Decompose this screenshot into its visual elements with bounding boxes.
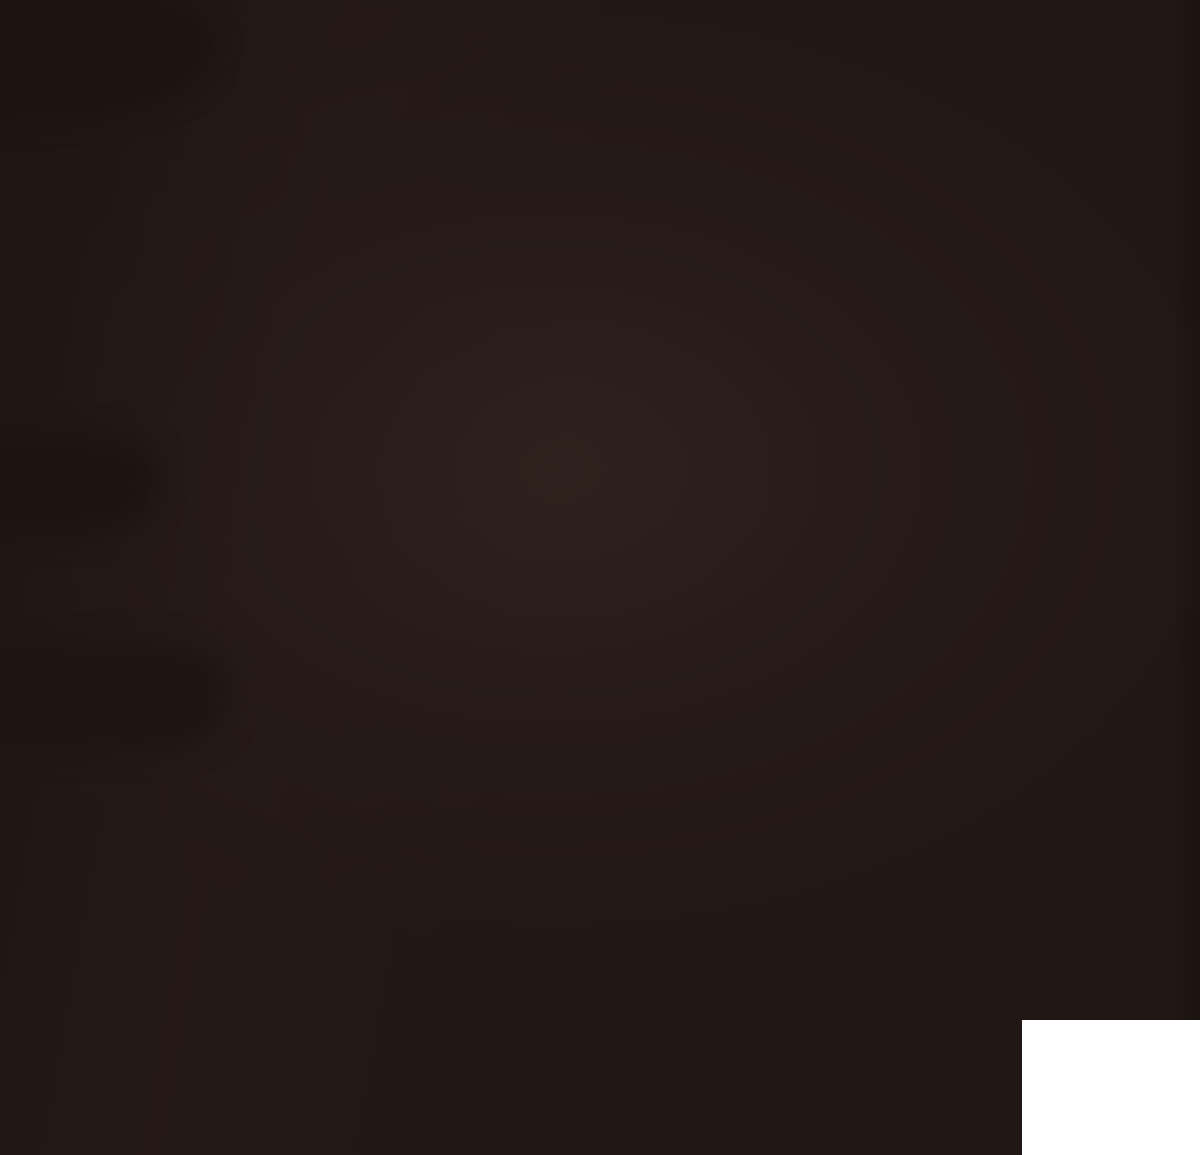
right-edge-shadow <box>1174 0 1200 1020</box>
bottom-right-corner <box>1022 1020 1200 1155</box>
mid-left-shadow <box>0 435 155 535</box>
lower-left-shadow <box>0 645 225 750</box>
